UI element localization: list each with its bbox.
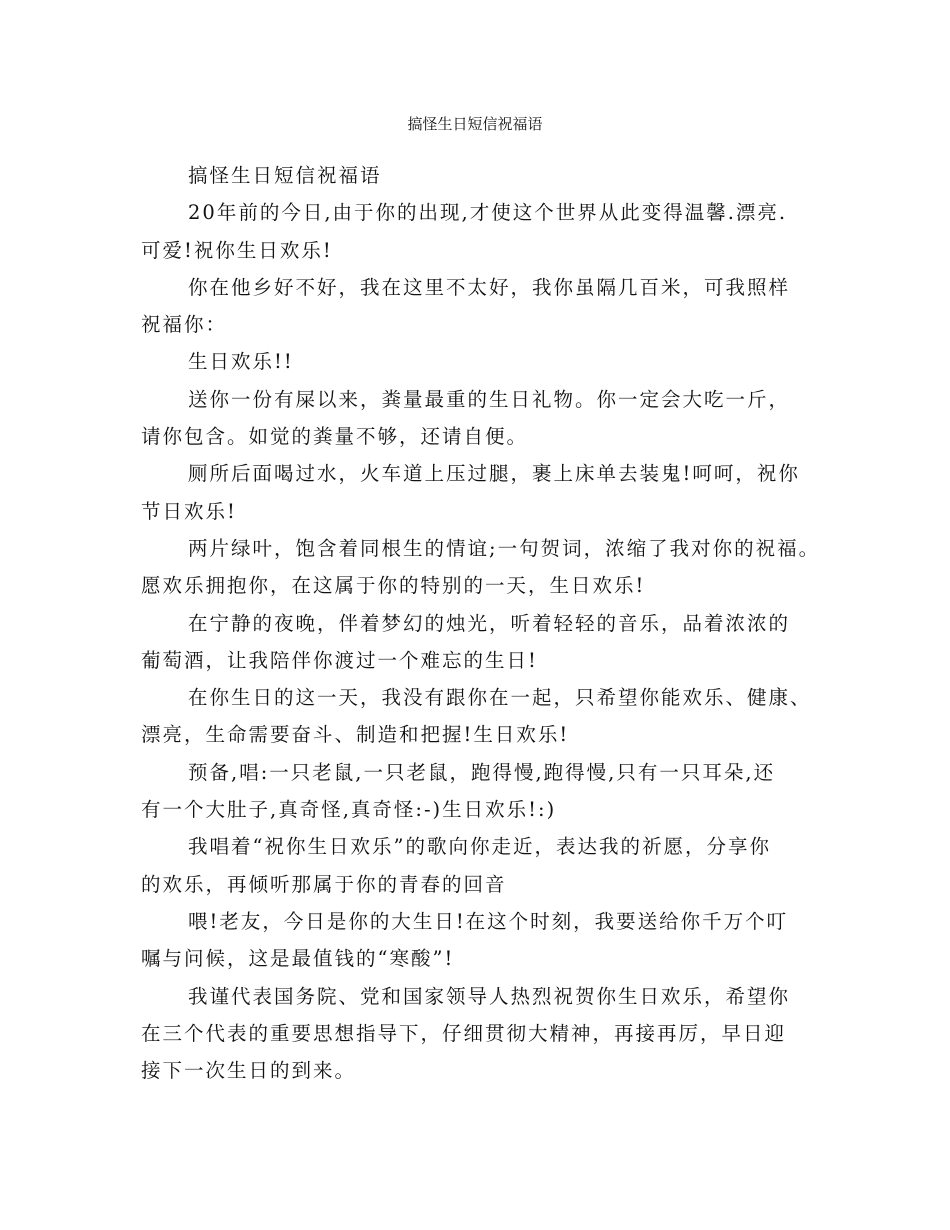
paragraph-line: 我谨代表国务院、党和国家领导人热烈祝贺你生日欢乐，希望你	[188, 984, 791, 1008]
paragraph-line: 在三个代表的重要思想指导下，仔细贯彻大精神，再接再厉，早日迎	[141, 1021, 787, 1045]
paragraph-line: 请你包含。如觉的粪量不够，还请自便。	[141, 425, 529, 449]
paragraph-line: 嘱与问候，这是最值钱的“寒酸”!	[141, 947, 455, 971]
paragraph-line: 在你生日的这一天，我没有跟你在一起，只希望你能欢乐、健康、	[188, 686, 812, 710]
paragraph-line: 漂亮，生命需要奋斗、制造和把握!生日欢乐!	[141, 723, 570, 747]
paragraph	[141, 157, 831, 194]
paragraph-line: 可爱!祝你生日欢乐!	[141, 238, 333, 262]
paragraph	[141, 605, 831, 680]
paragraph-line: 愿欢乐拥抱你，在这属于你的特别的一天，生日欢乐!	[141, 574, 646, 598]
paragraph	[141, 679, 831, 754]
paragraph	[141, 455, 831, 530]
paragraph-line: 喂!老友，今日是你的大生日!在这个时刻，我要送给你千万个叮	[188, 909, 789, 933]
document-body	[141, 157, 831, 1089]
paragraph-line: 葡萄酒，让我陪伴你渡过一个难忘的生日!	[141, 648, 538, 672]
paragraph	[141, 194, 831, 269]
paragraph	[141, 530, 831, 605]
paragraph-line: 搞怪生日短信祝福语	[188, 164, 382, 187]
paragraph	[141, 828, 831, 903]
paragraph-line: 有一个大肚子,真奇怪,真奇怪:-)生日欢乐!:)	[141, 798, 557, 822]
paragraph	[141, 754, 831, 829]
paragraph-line: 接下一次生日的到来。	[141, 1059, 357, 1083]
paragraph-line: 你在他乡好不好，我在这里不太好，我你虽隔几百米，可我照样	[188, 275, 791, 299]
paragraph	[141, 343, 831, 380]
paragraph-line: 20年前的今日,由于你的出现,才使这个世界从此变得温馨.漂亮.	[188, 201, 788, 225]
paragraph-line: 的欢乐，再倾听那属于你的青春的回音	[141, 872, 507, 896]
paragraph	[141, 381, 831, 456]
paragraph-line: 在宁静的夜晚，伴着梦幻的烛光，听着轻轻的音乐，品着浓浓的	[188, 611, 791, 635]
paragraph-line: 节日欢乐!	[141, 499, 237, 523]
paragraph-line: 祝福你：	[141, 313, 228, 337]
paragraph-line: 两片绿叶，饱含着同根生的情谊;一句贺词，浓缩了我对你的祝福。	[188, 536, 821, 560]
paragraph-line: 生日欢乐!!	[188, 350, 294, 374]
paragraph	[141, 978, 831, 1090]
paragraph	[141, 903, 831, 978]
paragraph-line: 送你一份有屎以来，粪量最重的生日礼物。你一定会大吃一斤，	[188, 387, 791, 411]
paragraph	[141, 269, 831, 344]
paragraph-line: 预备,唱:一只老鼠,一只老鼠，跑得慢,跑得慢,只有一只耳朵,还	[188, 760, 776, 784]
paragraph-line: 我唱着“祝你生日欢乐”的歌向你走近，表达我的祈愿，分享你	[188, 835, 771, 859]
page-header-title: 搞怪生日短信祝福语	[407, 115, 543, 133]
paragraph-line: 厕所后面喝过水，火车道上压过腿，裹上床单去装鬼!呵呵，祝你	[188, 462, 800, 486]
